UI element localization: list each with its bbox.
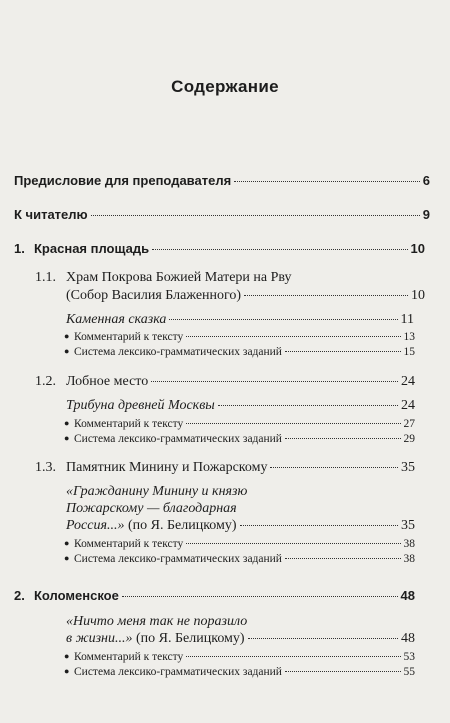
page-number: 13 — [403, 331, 415, 343]
toc-comment-1-1[interactable] — [64, 331, 415, 343]
toc-subsection-1-1[interactable] — [66, 288, 425, 304]
page-number: 24 — [401, 374, 415, 389]
page-title: Содержание — [171, 77, 279, 96]
page-number: 27 — [403, 418, 415, 430]
dot-leader — [186, 336, 400, 337]
dot-leader — [270, 467, 398, 468]
toc-comment-2[interactable] — [64, 651, 415, 663]
dot-leader — [186, 423, 400, 424]
text-author: (по Я. Белицкому) — [127, 518, 237, 533]
section-title: Коломенское — [34, 588, 119, 603]
toc-section-2[interactable] — [14, 588, 415, 603]
dot-leader — [234, 181, 420, 182]
page-number: 6 — [422, 173, 430, 188]
subsection-number: 1.3. — [35, 460, 56, 475]
subsection-title-line1: Храм Покрова Божией Матери на Рву — [66, 270, 292, 285]
dot-leader — [169, 319, 397, 320]
toc-tasks-2[interactable] — [64, 666, 415, 678]
dot-leader — [186, 656, 400, 657]
item-title: Система лексико-грамматических заданий — [74, 553, 282, 565]
toc-entry-title: Предисловие для преподавателя — [14, 173, 232, 188]
toc-text-2[interactable] — [66, 631, 415, 647]
toc-text-1-2[interactable] — [66, 398, 415, 414]
page-number: 9 — [422, 207, 430, 222]
dot-leader — [285, 351, 401, 352]
bullet-icon: ● — [64, 418, 70, 428]
bullet-icon: ● — [64, 346, 70, 356]
page-number: 48 — [401, 631, 415, 646]
toc-subsection-1-1-line1[interactable] — [35, 270, 292, 286]
section-number: 1. — [14, 241, 25, 256]
text-title-line3: Россия...» — [66, 518, 125, 533]
bullet-icon: ● — [64, 331, 70, 341]
toc-entry-title: К читателю — [14, 207, 88, 222]
page-number: 10 — [411, 288, 425, 303]
dot-leader — [151, 381, 398, 382]
dot-leader — [285, 671, 401, 672]
dot-leader — [244, 295, 408, 296]
bullet-icon: ● — [64, 666, 70, 676]
text-author: (по Я. Белицкому) — [136, 631, 245, 646]
toc-text-1-1[interactable] — [66, 312, 414, 328]
text-title-line2: в жизни...» — [66, 631, 133, 646]
dot-leader — [186, 543, 400, 544]
item-title: Система лексико-грамматических заданий — [74, 346, 282, 358]
subsection-title-line2: (Собор Василия Блаженного) — [66, 288, 242, 303]
subsection-number: 1.1. — [35, 270, 56, 285]
page-number: 35 — [401, 460, 415, 475]
dot-leader — [122, 596, 398, 597]
item-title: Комментарий к тексту — [74, 418, 184, 430]
dot-leader — [285, 558, 401, 559]
dot-leader — [91, 215, 420, 216]
page-number: 38 — [403, 553, 415, 565]
page-number: 55 — [403, 666, 415, 678]
toc-tasks-1-1[interactable] — [64, 346, 415, 358]
section-number: 2. — [14, 588, 25, 603]
page-number: 29 — [403, 433, 415, 445]
toc-subsection-1-3[interactable] — [35, 460, 415, 476]
bullet-icon: ● — [64, 651, 70, 661]
toc-section-1[interactable] — [14, 241, 425, 256]
subsection-title: Памятник Минину и Пожарскому — [66, 460, 268, 475]
bullet-icon: ● — [64, 538, 70, 548]
toc-text-1-3[interactable] — [66, 518, 415, 534]
toc-text-2-line1: «Ничто меня так не поразило — [66, 614, 248, 629]
toc-comment-1-2[interactable] — [64, 418, 415, 430]
page-number: 10 — [410, 241, 425, 256]
dot-leader — [248, 638, 398, 639]
page-number: 38 — [403, 538, 415, 550]
bullet-icon: ● — [64, 433, 70, 443]
text-title: Каменная сказка — [66, 312, 167, 327]
subsection-number: 1.2. — [35, 374, 56, 389]
page-number: 11 — [400, 312, 414, 327]
dot-leader — [240, 525, 398, 526]
dot-leader — [285, 438, 401, 439]
toc-text-1-3-line2: Пожарскому — благодарная — [66, 501, 237, 516]
toc-comment-1-3[interactable] — [64, 538, 415, 550]
item-title: Система лексико-грамматических заданий — [74, 433, 282, 445]
item-title: Комментарий к тексту — [74, 331, 184, 343]
page-number: 15 — [403, 346, 415, 358]
page-number: 35 — [401, 518, 415, 533]
toc-tasks-1-3[interactable] — [64, 553, 415, 565]
page-number: 53 — [403, 651, 415, 663]
item-title: Комментарий к тексту — [74, 538, 184, 550]
text-title: Трибуна древней Москвы — [66, 398, 215, 413]
dot-leader — [152, 249, 407, 250]
toc-tasks-1-2[interactable] — [64, 433, 415, 445]
section-title: Красная площадь — [34, 241, 150, 256]
page-number: 48 — [400, 588, 415, 603]
toc-text-1-3-line1: «Гражданину Минину и князю — [66, 484, 248, 499]
toc-entry-preface[interactable] — [14, 173, 430, 188]
subsection-title: Лобное место — [66, 374, 149, 389]
bullet-icon: ● — [64, 553, 70, 563]
item-title: Система лексико-грамматических заданий — [74, 666, 282, 678]
toc-entry-reader[interactable] — [14, 207, 430, 222]
item-title: Комментарий к тексту — [74, 651, 184, 663]
dot-leader — [218, 405, 398, 406]
page-number: 24 — [401, 398, 415, 413]
toc-subsection-1-2[interactable] — [35, 374, 415, 390]
